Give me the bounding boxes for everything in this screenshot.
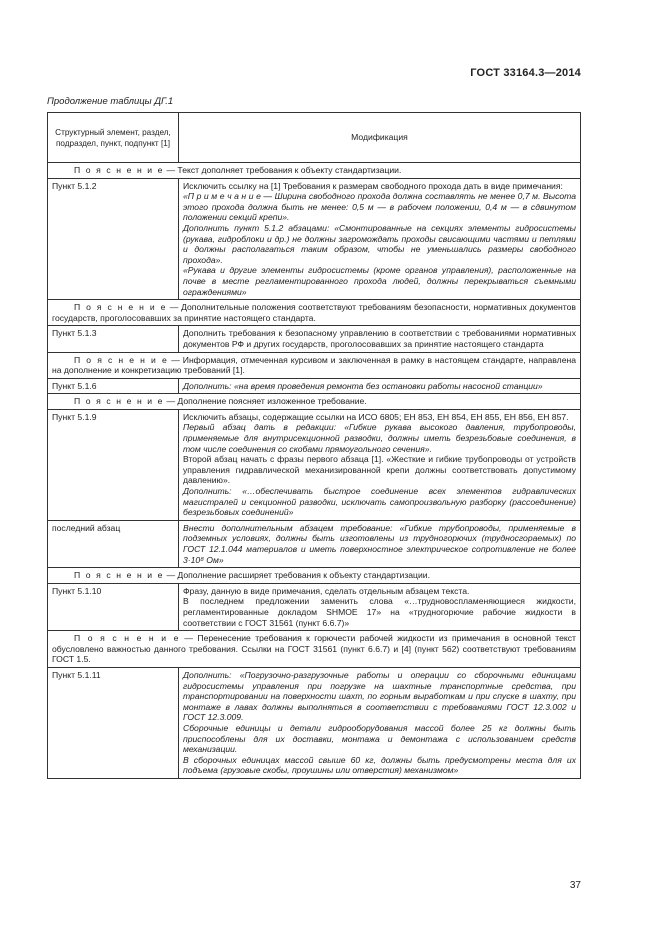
- modification-cell: [179, 178, 581, 300]
- modification-paragraph: Внести дополнительным абзацем требование: «Гибкие трубопроводы, применяемые в подземных условиях, должны быть изготовлены из трудногорючих (трудносгораемых) по ГОСТ 12.1.044 материалов и иметь поверхностное электрическое сопротивление не более 3·10⁸ Ом»: [183, 522, 576, 565]
- note-label: П о я с н е н и е: [74, 354, 169, 365]
- structural-element-cell: Пункт 5.1.10: [48, 583, 179, 630]
- note-row: [48, 352, 581, 378]
- modification-cell: [179, 326, 581, 352]
- note-label: П о я с н е н и е: [74, 302, 167, 313]
- table-caption: Продолжение таблицы ДГ.1: [47, 96, 174, 107]
- table-row: [48, 178, 581, 300]
- table-row: [48, 326, 581, 352]
- structural-element-cell: Пункт 5.1.3: [48, 326, 179, 352]
- table-row: [48, 667, 581, 778]
- note-text: — Дополнительные положения соответствуют требованиям безопасности, нормативных документов государств, проголосовавших за принятие настоящего стандарта.: [52, 302, 576, 323]
- structural-element-cell: Пункт 5.1.9: [48, 409, 179, 520]
- note-text: — Информация, отмеченная курсивом и заключенная в рамку в настоящем стандарте, направлена на дополнение и конкретизацию требований [1].: [52, 354, 576, 376]
- modification-cell: [179, 378, 581, 394]
- modification-paragraph: Первый абзац дать в редакции: «Гибкие рукава высокого давления, трубопроводы, применяемые для внутрисекционной разводки, должны иметь безрезьбовые соединения, в том числе соединения со скобами прямоугольного сечения».: [183, 422, 576, 454]
- modification-cell: [179, 583, 581, 630]
- modification-paragraph: В последнем предложении заменить слова «…трудновоспламеняющиеся жидкости, регламентированные докладом SHMOE 17» на «трудногорючие рабочие жидкости в соответствии с ГОСТ 31561 (пункт 6.6.7)»: [183, 596, 576, 628]
- note-cell: [48, 631, 581, 668]
- note-row: [48, 568, 581, 584]
- note-label: П о я с н е н и е: [74, 396, 165, 407]
- note-text: — Дополнение поясняет изложенное требование.: [164, 396, 367, 407]
- modification-paragraph: Дополнить требования к безопасному управлению в соответствии с требованиями нормативных документов РФ и других государств, проголосовавших за принятие настоящего стандарта: [183, 328, 576, 349]
- note-cell: [48, 568, 581, 584]
- modification-paragraph: Исключить абзацы, содержащие ссылки на ИСО 6805; ЕН 853, ЕН 854, ЕН 855, ЕН 856, ЕН 857.: [183, 411, 569, 422]
- page-number: 37: [569, 880, 581, 891]
- structural-element-cell: Пункт 5.1.6: [48, 378, 179, 394]
- note-row: [48, 300, 581, 326]
- note-cell: [48, 163, 581, 179]
- note-row: [48, 394, 581, 410]
- modification-paragraph: Сборочные единицы и детали гидрооборудования массой более 25 кг должны быть приспособлены для их доставки, монтажа и демонтажа с использованием средств механизации.: [183, 722, 576, 755]
- table-header-row: [48, 113, 581, 163]
- modification-paragraph: Второй абзац начать с фразы первого абзаца [1]. «Жесткие и гибкие трубопроводы от устройств управления гидравлической механизированной крепи должны соответствовать допустимому давлению».: [183, 454, 576, 486]
- modification-cell: [179, 409, 581, 520]
- modification-paragraph: «П р и м е ч а н и е — Ширина свободного прохода должна составлять не менее 0,7 м. Высота этого прохода должна быть не менее: 0,5 м — в рабочем положении, 0,4 м — в сдвинутом положении секций крепи».: [183, 191, 576, 223]
- modification-paragraph: Дополнить: «на время проведения ремонта без остановки работы насосной станции»: [183, 380, 543, 391]
- note-label: П о я с н е н и е: [74, 570, 165, 581]
- note-text: — Дополнение расширяет требования к объекту стандартизации.: [164, 570, 430, 581]
- table-row: [48, 409, 581, 520]
- note-text: — Перенесение требования к горючести рабочей жидкости из примечания в основной текст обусловлено важностью данного требования. Ссылки на ГОСТ 31561 (пункт 6.6.7) и [4] (пункт 562) соответствуют требованиям ГОСТ 1.5.: [52, 633, 576, 665]
- modification-table: [47, 112, 581, 779]
- modification-cell: [179, 520, 581, 567]
- structural-element-cell: последний абзац: [48, 520, 179, 567]
- column-header-element: Структурный элемент, раздел, подраздел, пункт, подпункт [1]: [48, 113, 179, 163]
- modification-cell: [179, 667, 581, 778]
- note-label: П о я с н е н и е: [74, 633, 181, 644]
- note-row: [48, 631, 581, 668]
- note-cell: [48, 300, 581, 326]
- table-row: [48, 520, 581, 567]
- column-header-modification: Модификация: [179, 113, 581, 163]
- modification-paragraph: Дополнить: «Погрузочно-разгрузочные работы и операции со сборочными единицами гидросистемы управления при погрузке на шахтные транспортные средства, при транспортировании на поверхности шахт, по горным выработкам и при спуске в шахту, при монтаже в лавах должны выполняться в соответствии с требованиями ГОСТ 12.3.002 и ГОСТ 12.3.009.: [183, 669, 576, 723]
- structural-element-cell: Пункт 5.1.11: [48, 667, 179, 778]
- modification-paragraph: Дополнить: «…обеспечивать быстрое соединение всех элементов гидравлических магистралей и секционной разводки, исключать самопроизвольную разборку (рассоединение) безрезьбовых соединений»: [183, 486, 576, 518]
- table-row: [48, 378, 581, 394]
- modification-paragraph: «Рукава и другие элементы гидросистемы (кроме органов управления), расположенные на почве в месте регламентированного прохода людей, должны перекрываться съемными ограждениями»: [183, 265, 576, 297]
- modification-paragraph: В сборочных единицах массой свыше 60 кг, должны быть предусмотрены места для их подъема (грузовые скобы, проушины или отверстия) механизмом»: [183, 754, 576, 776]
- modification-paragraph: Фразу, данную в виде примечания, сделать отдельным абзацем текста.: [183, 585, 470, 596]
- standard-designation: ГОСТ 33164.3—2014: [470, 67, 581, 79]
- modification-paragraph: Дополнить пункт 5.1.2 абзацами: «Смонтированные на секциях элементы гидросистемы (рукава, гидроблоки и др.) не должны загромождать проходы свисающими частями и петлями и должны располагаться таким образом, чтобы не уменьшались размеры свободного прохода».: [183, 222, 576, 265]
- note-cell: [48, 394, 581, 410]
- structural-element-cell: Пункт 5.1.2: [48, 178, 179, 300]
- modification-paragraph: Исключить ссылку на [1] Требования к размерам свободного прохода дать в виде примечания:: [183, 180, 563, 191]
- note-cell: [48, 352, 581, 378]
- note-row: [48, 163, 581, 179]
- note-label: П о я с н е н и е: [74, 165, 165, 175]
- table-row: [48, 583, 581, 630]
- note-text: — Текст дополняет требования к объекту стандартизации.: [164, 165, 402, 175]
